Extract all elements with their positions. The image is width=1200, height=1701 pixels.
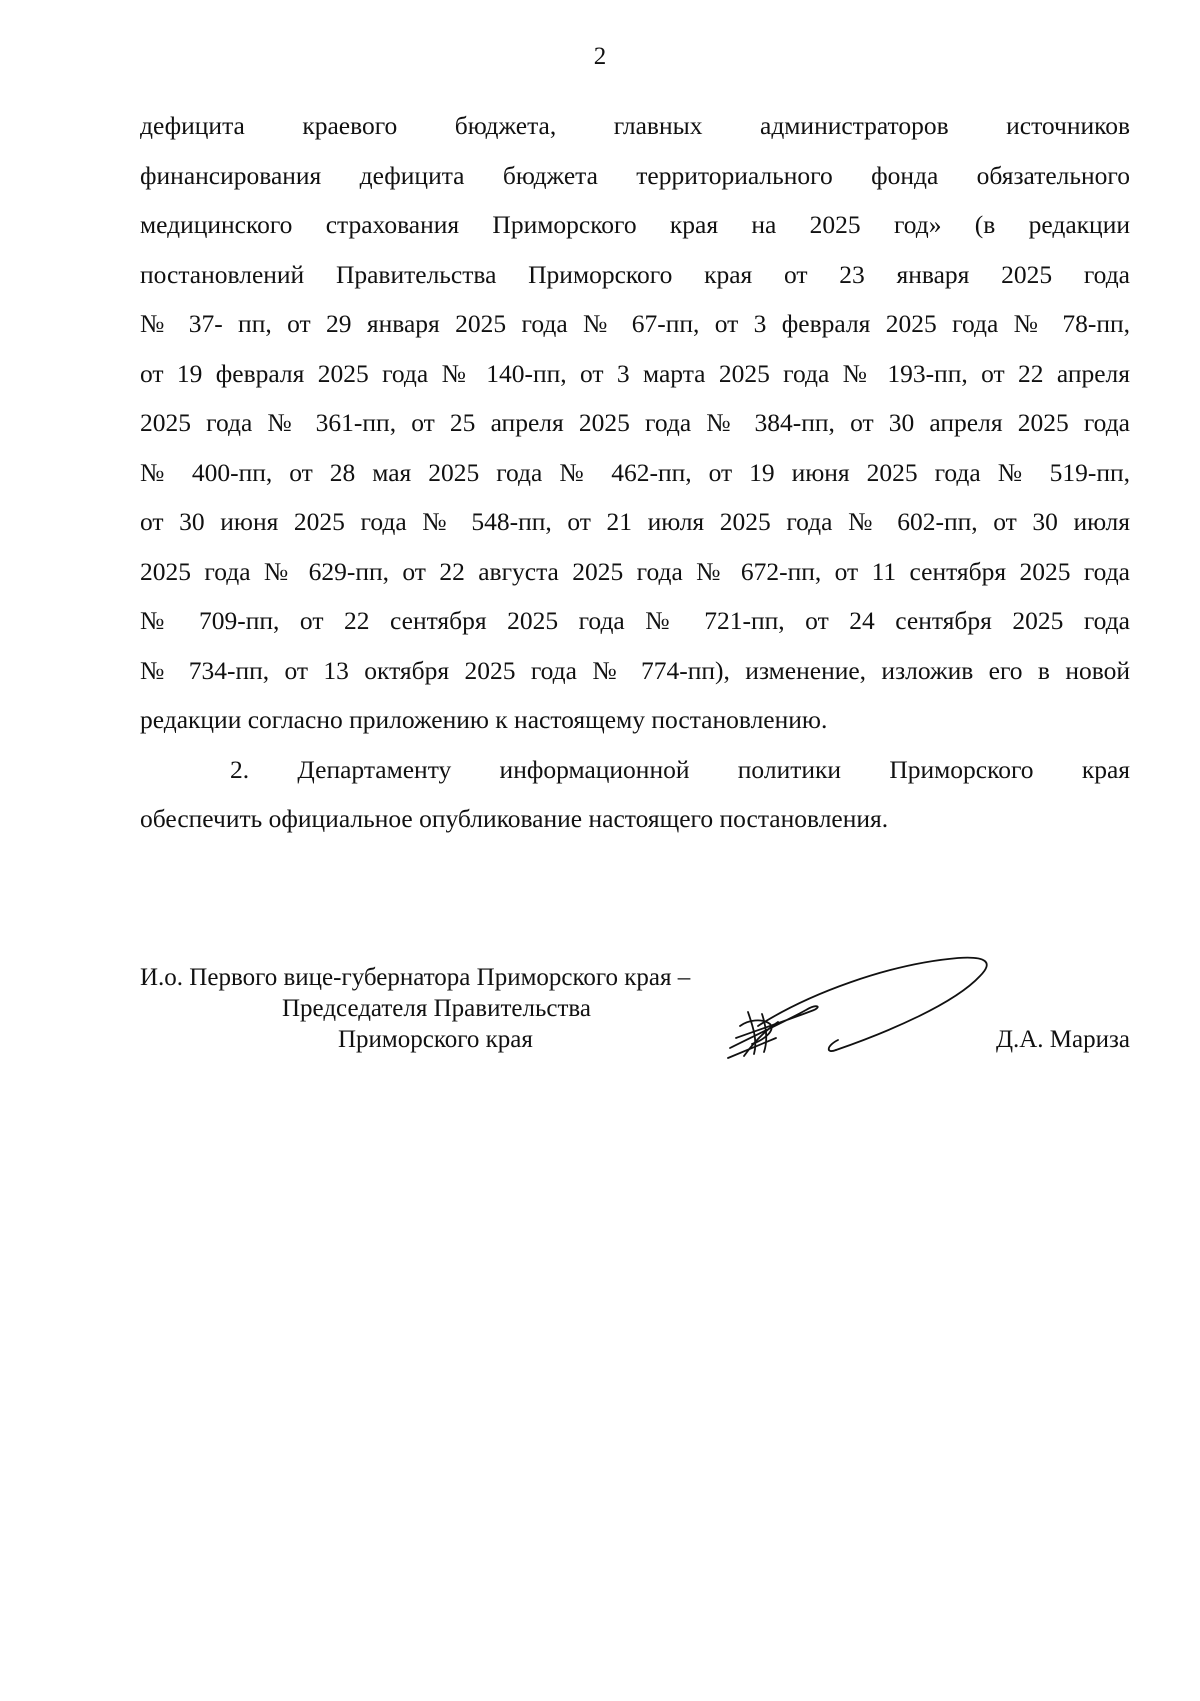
paragraph-line: медицинского страхования Приморского края на 2025 год» (в редакции: [140, 210, 1130, 239]
paragraph-line: № 400-пп, от 28 мая 2025 года № 462-пп, от 19 июня 2025 года № 519-пп,: [140, 457, 1130, 487]
paragraph-line: № 734-пп, от 13 октября 2025 года № 774-пп), изменение, изложив его в новой: [140, 655, 1130, 685]
signatory-name: Д.А. Мариза: [995, 1026, 1130, 1053]
paragraph-line: 2025 года № 361-пп, от 25 апреля 2025 года № 384-пп, от 30 апреля 2025 года: [140, 408, 1130, 437]
document-body: [140, 101, 1130, 844]
paragraph-line: дефицита краевого бюджета, главных администраторов источников: [140, 111, 1130, 140]
signature-stroke: [758, 958, 987, 1050]
paragraph-line: от 30 июня 2025 года № 548-пп, от 21 июля 2025 года № 602-пп, от 30 июля: [140, 507, 1130, 536]
signatory-position-line: И.о. Первого вице-губернатора Приморского края –: [140, 964, 691, 991]
signature-stroke: [730, 1006, 818, 1048]
signature-stroke: [728, 1038, 776, 1058]
paragraph-line: 2. Департаменту информационной политики Приморского края: [230, 754, 1130, 784]
signature-block: [140, 962, 1130, 1092]
paragraph-line: редакции согласно приложению к настоящему постановлению.: [140, 705, 828, 734]
paragraph-2: [140, 745, 1130, 844]
signature-stroke: [829, 1040, 838, 1051]
page-number: 2: [593, 43, 607, 70]
signatory-position-line: Председателя Правительства: [282, 995, 591, 1022]
paragraph-line: № 37- пп, от 29 января 2025 года № 67-пп, от 3 февраля 2025 года № 78-пп,: [140, 309, 1130, 338]
paragraph-line: постановлений Правительства Приморского края от 23 января 2025 года: [140, 259, 1130, 289]
paragraph-line: финансирования дефицита бюджета территориального фонда обязательного: [140, 160, 1130, 190]
paragraph-1: [140, 101, 1130, 745]
paragraph-line: от 19 февраля 2025 года № 140-пп, от 3 марта 2025 года № 193-пп, от 22 апреля: [140, 358, 1130, 388]
paragraph-line: № 709-пп, от 22 сентября 2025 года № 721-пп, от 24 сентября 2025 года: [140, 606, 1130, 635]
signatory-position-line: Приморского края: [338, 1026, 533, 1053]
handwritten-signature: [718, 954, 1018, 1074]
paragraph-line: 2025 года № 629-пп, от 22 августа 2025 года № 672-пп, от 11 сентября 2025 года: [140, 556, 1130, 586]
paragraph-line: обеспечить официальное опубликование настоящего постановления.: [140, 804, 889, 833]
